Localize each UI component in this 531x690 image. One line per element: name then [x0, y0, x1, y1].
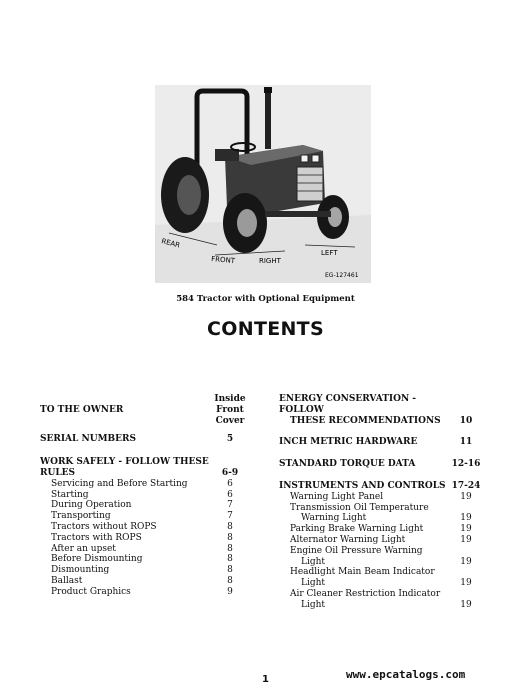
toc-subentry[interactable]: [40, 500, 250, 511]
figure-code: EG-127461: [325, 272, 359, 279]
toc-subentry-title: Starting: [51, 489, 89, 500]
page-number: 1: [262, 674, 269, 685]
toc-subentry[interactable]: [40, 565, 250, 576]
toc-subentry-title: After an upset: [51, 543, 116, 554]
toc-entry-safety[interactable]: [40, 468, 250, 479]
toc-subentry-page: 8: [227, 521, 233, 532]
toc-entry-energy[interactable]: [279, 416, 486, 427]
rear-label: REAR: [160, 237, 181, 250]
toc-subentry[interactable]: [40, 533, 250, 544]
toc-subentry[interactable]: [40, 587, 250, 598]
toc-subentry-title: During Operation: [51, 500, 132, 511]
toc-subentry[interactable]: [40, 511, 250, 522]
toc-page: 11: [459, 437, 473, 448]
toc-page: Inside Front Cover: [214, 394, 246, 426]
toc-subentry[interactable]: [40, 576, 250, 587]
toc-subentry-title: Product Graphics: [51, 586, 131, 597]
page-title: CONTENTS: [207, 318, 324, 340]
toc-subentry[interactable]: [279, 503, 486, 525]
left-label: LEFT: [321, 249, 338, 257]
toc-subentry[interactable]: [279, 589, 486, 611]
toc-subentry-title: Parking Brake Warning Light: [290, 524, 424, 535]
toc-subentry-title: Tractors without ROPS: [51, 521, 157, 532]
toc-subentry[interactable]: [279, 567, 486, 589]
toc-subentry-title: Transporting: [51, 511, 111, 522]
toc-subentry-page: 7: [227, 511, 233, 522]
toc-subentry-page: 9: [227, 586, 233, 597]
toc-subentry[interactable]: [40, 479, 250, 490]
toc-entry-instruments[interactable]: [279, 481, 486, 492]
toc-entry-owner[interactable]: [40, 394, 250, 426]
right-label: RIGHT: [259, 257, 281, 265]
toc-left-column: [40, 394, 250, 598]
toc-subentry-title: Ballast: [51, 575, 83, 586]
figure-caption: 584 Tractor with Optional Equipment: [176, 294, 355, 304]
toc-entry-safety-line1[interactable]: [40, 457, 250, 468]
toc-subentry-page: 8: [227, 575, 233, 586]
toc-subentry-page: 8: [227, 565, 233, 576]
toc-title: ENERGY CONSERVATION - FOLLOW: [279, 394, 417, 415]
toc-subentry-title: Engine Oil Pressure Warning: [290, 545, 423, 556]
toc-title: RULES: [40, 467, 76, 478]
toc-title: THESE RECOMMENDATIONS: [290, 415, 441, 426]
toc-subentry-title: Transmission Oil Temperature: [290, 502, 429, 513]
toc-subentry-title-cont: Light: [301, 556, 326, 567]
tractor-illustration: [155, 85, 371, 283]
toc-title: SERIAL NUMBERS: [40, 434, 136, 445]
toc-page: 10: [459, 415, 473, 426]
toc-page: 17-24: [451, 480, 481, 491]
toc-page: 12-16: [451, 459, 481, 470]
toc-title: INSTRUMENTS AND CONTROLS: [279, 480, 446, 491]
toc-subentry-title-cont: Light: [301, 599, 326, 610]
toc-subentry[interactable]: [279, 524, 486, 535]
toc-subentry-page: 19: [460, 534, 472, 545]
toc-entry-torque[interactable]: [279, 459, 486, 470]
toc-subentry[interactable]: [40, 522, 250, 533]
toc-subentry-title-cont: Light: [301, 578, 326, 589]
toc-subentry-page: 6: [227, 478, 233, 489]
toc-subentry-title: Tractors with ROPS: [51, 532, 142, 543]
toc-subentry-page: 8: [227, 554, 233, 565]
toc-page: 6-9: [221, 467, 239, 478]
toc-subentry-page: 8: [227, 543, 233, 554]
toc-subentry-title: Servicing and Before Starting: [51, 478, 188, 489]
toc-entry-hardware[interactable]: [279, 437, 486, 448]
front-label: FRONT: [210, 255, 236, 266]
toc-subentry-title: Before Dismounting: [51, 554, 143, 565]
toc-title: WORK SAFELY - FOLLOW THESE: [40, 457, 209, 468]
toc-subentry-page: 19: [460, 599, 472, 610]
toc-right-column: [279, 394, 486, 611]
toc-subentry-title: Warning Light Panel: [290, 491, 384, 502]
toc-subentry-page: 19: [460, 513, 472, 524]
toc-subentry-page: 19: [460, 556, 472, 567]
toc-subentry-page: 6: [227, 489, 233, 500]
toc-entry-energy-line1[interactable]: [279, 394, 486, 416]
toc-subentry-title: Headlight Main Beam Indicator: [290, 567, 435, 578]
toc-subentry[interactable]: [40, 544, 250, 555]
toc-title: INCH METRIC HARDWARE: [279, 437, 418, 448]
toc-subentry[interactable]: [279, 546, 486, 568]
toc-title: STANDARD TORQUE DATA: [279, 459, 416, 470]
toc-subentry-title: Dismounting: [51, 565, 110, 576]
toc-subentry-page: 7: [227, 500, 233, 511]
tractor-photo: [155, 85, 371, 283]
toc-title: TO THE OWNER: [40, 405, 124, 415]
site-url[interactable]: www.epcatalogs.com: [346, 668, 466, 681]
toc-subentry[interactable]: [40, 554, 250, 565]
toc-entry-serial[interactable]: [40, 434, 250, 445]
toc-subentry[interactable]: [279, 535, 486, 546]
toc-subentry[interactable]: [40, 490, 250, 501]
toc-subentry-page: 8: [227, 532, 233, 543]
toc-subentry-title-cont: Warning Light: [301, 513, 367, 524]
toc-subentry[interactable]: [279, 492, 486, 503]
toc-subentry-title: Alternator Warning Light: [290, 534, 406, 545]
toc-page: 5: [226, 434, 234, 445]
toc-subentry-page: 19: [460, 491, 472, 502]
toc-subentry-title: Air Cleaner Restriction Indicator: [290, 588, 441, 599]
toc-subentry-page: 19: [460, 578, 472, 589]
toc-subentry-page: 19: [460, 524, 472, 535]
